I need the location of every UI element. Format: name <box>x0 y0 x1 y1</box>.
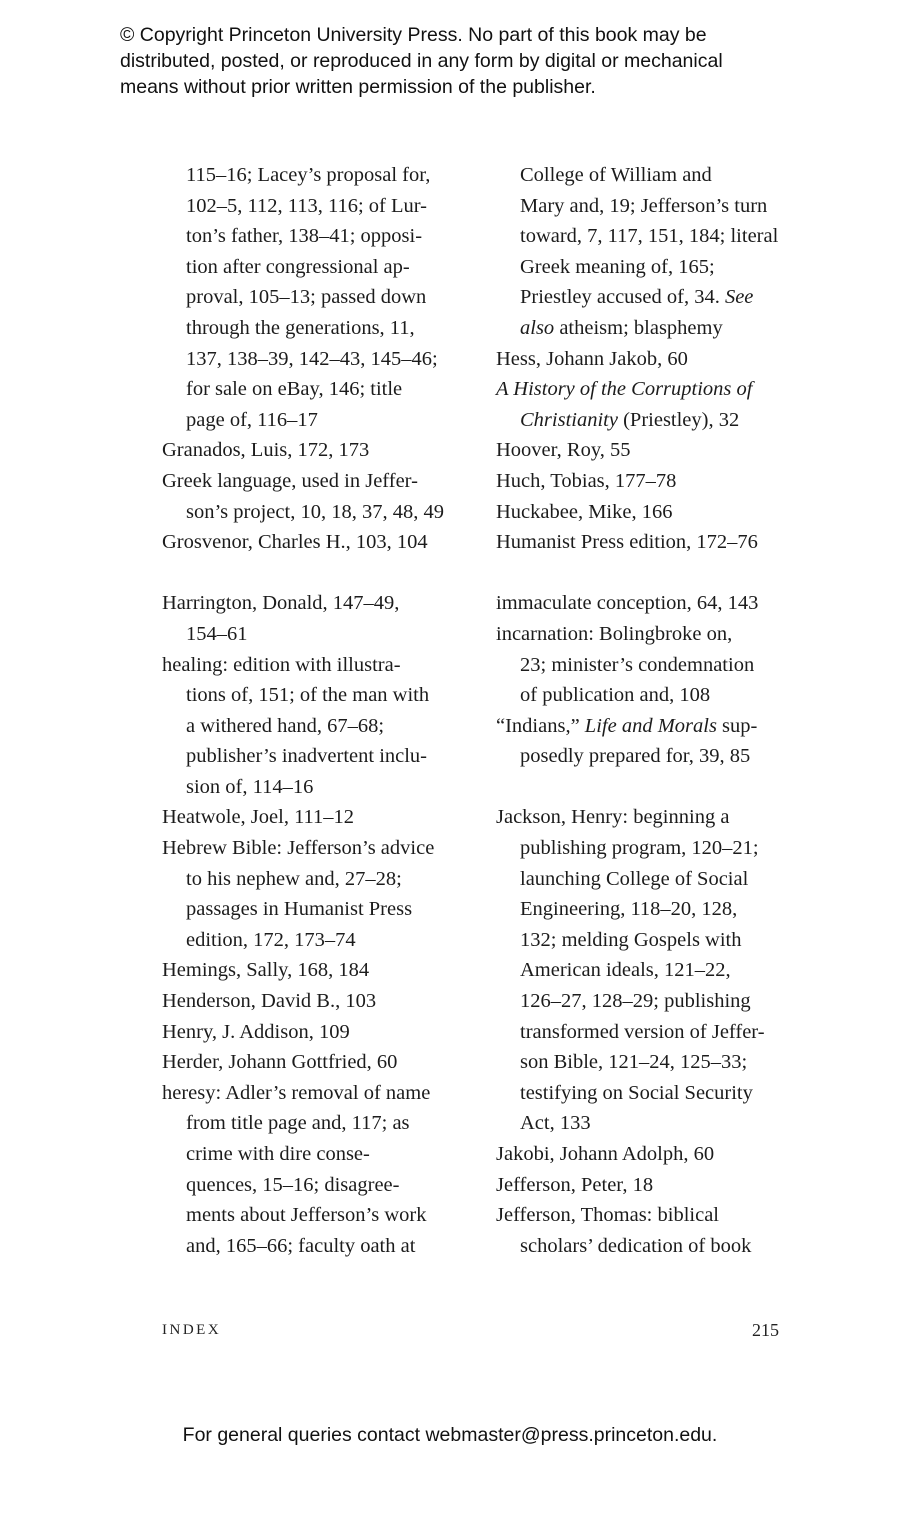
index-text: Jackson, Henry: beginning a <box>496 806 730 829</box>
index-text: immaculate conception, 64, 143 <box>496 592 759 615</box>
index-text: publishing program, 120–21; <box>520 837 759 860</box>
index-text: heresy: Adler’s removal of name <box>162 1081 431 1104</box>
index-text: American ideals, 121–22, <box>520 959 731 982</box>
index-text: Engineering, 118–20, 128, <box>520 898 738 921</box>
index-text: toward, 7, 117, 151, 184; literal <box>520 225 779 248</box>
index-entry <box>162 955 462 986</box>
copyright-line: distributed, posted, or reproduced in any form by digital or mechanical <box>120 50 723 72</box>
index-entry <box>162 802 462 833</box>
index-text: tions of, 151; of the man with <box>186 684 430 707</box>
index-text: transformed version of Jeffer- <box>520 1020 765 1043</box>
index-entry-continuation <box>496 1047 806 1078</box>
index-text: ton’s father, 138–41; opposi- <box>186 225 423 248</box>
index-text: son Bible, 121–24, 125–33; <box>520 1051 748 1074</box>
index-entry-continuation <box>496 313 806 344</box>
index-entry-continuation <box>496 160 806 191</box>
index-text: crime with dire conse- <box>186 1143 370 1165</box>
index-entry-continuation <box>496 252 806 283</box>
index-text: posedly prepared for, 39, 85 <box>520 745 751 768</box>
index-text: 137, 138–39, 142–43, 145–46; <box>186 347 438 370</box>
index-entry-continuation <box>496 833 806 864</box>
index-entry-continuation <box>162 405 462 436</box>
index-text: “Indians,” <box>496 714 585 737</box>
index-text: sup- <box>716 714 758 737</box>
index-text: 126–27, 128–29; publishing <box>520 990 751 1013</box>
index-text: scholars’ dedication of book <box>520 1234 752 1257</box>
index-entry <box>162 588 462 619</box>
index-text: edition, 172, 173–74 <box>186 928 356 951</box>
index-entry-continuation <box>496 650 806 681</box>
index-entry-continuation <box>162 344 462 375</box>
index-entry-continuation <box>496 405 806 436</box>
index-text: atheism; blasphemy <box>554 316 723 339</box>
index-entry <box>162 527 462 558</box>
index-text: Henry, J. Addison, 109 <box>162 1020 350 1043</box>
index-text: page of, 116–17 <box>186 408 318 431</box>
index-entry <box>496 1139 806 1170</box>
index-entry <box>162 466 462 497</box>
index-entry <box>496 619 806 650</box>
index-entry <box>162 1017 462 1048</box>
index-entry-continuation <box>162 741 462 772</box>
index-text: of publication and, 108 <box>520 684 711 707</box>
index-text: Henderson, David B., 103 <box>162 990 377 1013</box>
index-entry <box>496 374 806 405</box>
index-text: publisher’s inadvertent inclu- <box>186 745 428 768</box>
index-text: launching College of Social <box>520 867 749 890</box>
index-text: (Priestley), 32 <box>617 408 740 431</box>
index-entry-continuation <box>496 1231 806 1262</box>
index-text: Jefferson, Peter, 18 <box>496 1173 654 1196</box>
index-text-italic: Life and Morals <box>584 714 717 737</box>
index-text: Herder, Johann Gottfried, 60 <box>162 1051 398 1074</box>
page-number: 215 <box>752 1320 779 1340</box>
index-text: through the generations, 11, <box>186 316 415 339</box>
index-entry <box>496 711 806 742</box>
index-text: Huckabee, Mike, 166 <box>496 500 673 523</box>
index-entry <box>162 650 462 681</box>
index-text: Hemings, Sally, 168, 184 <box>162 959 370 982</box>
index-entry-continuation <box>496 741 806 772</box>
index-text: 102–5, 112, 113, 116; of Lur- <box>186 194 428 217</box>
index-entry-continuation <box>496 986 806 1017</box>
index-entry-continuation <box>162 374 462 405</box>
index-entry-continuation <box>496 1078 806 1109</box>
index-spacer <box>496 558 806 589</box>
index-entry-continuation <box>162 160 462 191</box>
index-entry <box>496 802 806 833</box>
index-entry-continuation <box>496 1017 806 1048</box>
index-entry <box>162 833 462 864</box>
index-entry-continuation <box>162 221 462 252</box>
index-entry-continuation <box>162 772 462 803</box>
index-entry <box>162 1078 462 1109</box>
index-text: 132; melding Gospels with <box>520 928 742 951</box>
index-spacer <box>496 772 806 803</box>
index-text: for sale on eBay, 146; title <box>186 378 403 401</box>
index-entry-continuation <box>162 711 462 742</box>
index-entry-continuation <box>496 191 806 222</box>
index-entry <box>162 1047 462 1078</box>
running-head: INDEX <box>162 1322 222 1338</box>
index-text: Granados, Luis, 172, 173 <box>162 439 370 462</box>
index-entry-continuation <box>496 864 806 895</box>
index-text: College of William and <box>520 164 712 186</box>
index-entry <box>496 497 806 528</box>
index-entry <box>496 527 806 558</box>
copyright-line: © Copyright Princeton University Press. No part of this book may be <box>120 24 707 46</box>
index-text: Hoover, Roy, 55 <box>496 439 631 462</box>
index-text: ments about Jefferson’s work <box>186 1204 427 1227</box>
index-entry-continuation <box>162 497 462 528</box>
index-text: Grosvenor, Charles H., 103, 104 <box>162 531 428 554</box>
index-text-italic: also <box>520 316 555 339</box>
index-entry-continuation <box>162 282 462 313</box>
index-text: to his nephew and, 27–28; <box>186 867 402 890</box>
index-text: Jakobi, Johann Adolph, 60 <box>496 1143 715 1165</box>
index-text: quences, 15–16; disagree- <box>186 1173 400 1196</box>
index-entry-continuation <box>496 955 806 986</box>
index-text: passages in Humanist Press <box>186 898 413 921</box>
index-text: testifying on Social Security <box>520 1081 753 1104</box>
index-text: Hebrew Bible: Jefferson’s advice <box>162 837 435 860</box>
index-text: Mary and, 19; Jefferson’s turn <box>520 194 768 217</box>
index-text: Greek meaning of, 165; <box>520 255 715 278</box>
index-text: Harrington, Donald, 147–49, <box>162 592 400 615</box>
index-text: from title page and, 117; as <box>186 1112 410 1135</box>
index-text-italic: Christianity <box>520 408 618 431</box>
index-entry-continuation <box>496 894 806 925</box>
index-entry <box>162 435 462 466</box>
index-entry-continuation <box>496 1108 806 1139</box>
index-entry <box>496 466 806 497</box>
index-text: incarnation: Bolingbroke on, <box>496 622 733 645</box>
index-entry-continuation <box>496 925 806 956</box>
index-text: a withered hand, 67–68; <box>186 714 385 737</box>
index-entry-continuation <box>162 252 462 283</box>
index-entry <box>496 1200 806 1231</box>
index-entry <box>162 986 462 1017</box>
index-entry-continuation <box>496 680 806 711</box>
index-text: 115–16; Lacey’s proposal for, <box>186 164 431 186</box>
index-column-left <box>162 160 462 1261</box>
index-entry <box>496 1170 806 1201</box>
index-text: Greek language, used in Jeffer- <box>162 469 418 492</box>
index-text: Huch, Tobias, 177–78 <box>496 469 677 492</box>
index-text: sion of, 114–16 <box>186 775 314 798</box>
index-entry-continuation <box>496 221 806 252</box>
index-entry-continuation <box>162 864 462 895</box>
index-entry-continuation <box>162 1108 462 1139</box>
contact-notice: For general queries contact webmaster@press.princeton.edu. <box>182 1424 718 1446</box>
copyright-line: means without prior written permission of the publisher. <box>120 76 596 98</box>
index-text: Act, 133 <box>520 1112 591 1135</box>
index-text: 154–61 <box>186 622 248 645</box>
index-entry <box>496 435 806 466</box>
index-text: 23; minister’s condemnation <box>520 653 755 676</box>
index-text: Heatwole, Joel, 111–12 <box>162 806 355 829</box>
index-entry-continuation <box>162 1170 462 1201</box>
index-text: son’s project, 10, 18, 37, 48, 49 <box>186 500 444 523</box>
index-entry-continuation <box>162 619 462 650</box>
index-entry-continuation <box>162 1139 462 1170</box>
index-entry-continuation <box>162 313 462 344</box>
index-text: Hess, Johann Jakob, 60 <box>496 347 688 370</box>
index-entry-continuation <box>162 191 462 222</box>
index-text: and, 165–66; faculty oath at <box>186 1234 416 1257</box>
index-entry <box>496 344 806 375</box>
index-entry-continuation <box>162 680 462 711</box>
index-text-italic: A History of the Corruptions of <box>496 378 753 401</box>
index-entry-continuation <box>162 894 462 925</box>
index-entry-continuation <box>162 1231 462 1262</box>
index-text: Jefferson, Thomas: biblical <box>496 1204 719 1227</box>
index-entry-continuation <box>162 925 462 956</box>
index-text: tion after congressional ap- <box>186 255 410 278</box>
copyright-notice <box>120 22 840 100</box>
index-entry-continuation <box>496 282 806 313</box>
index-entry-continuation <box>162 1200 462 1231</box>
index-entry <box>496 588 806 619</box>
index-spacer <box>162 558 462 589</box>
index-text: Priestley accused of, 34. <box>520 286 725 309</box>
index-text: Humanist Press edition, 172–76 <box>496 531 758 554</box>
index-text: healing: edition with illustra- <box>162 653 401 676</box>
index-text-italic: See <box>724 286 754 309</box>
index-column-right <box>496 160 806 1261</box>
index-text: proval, 105–13; passed down <box>186 286 427 309</box>
